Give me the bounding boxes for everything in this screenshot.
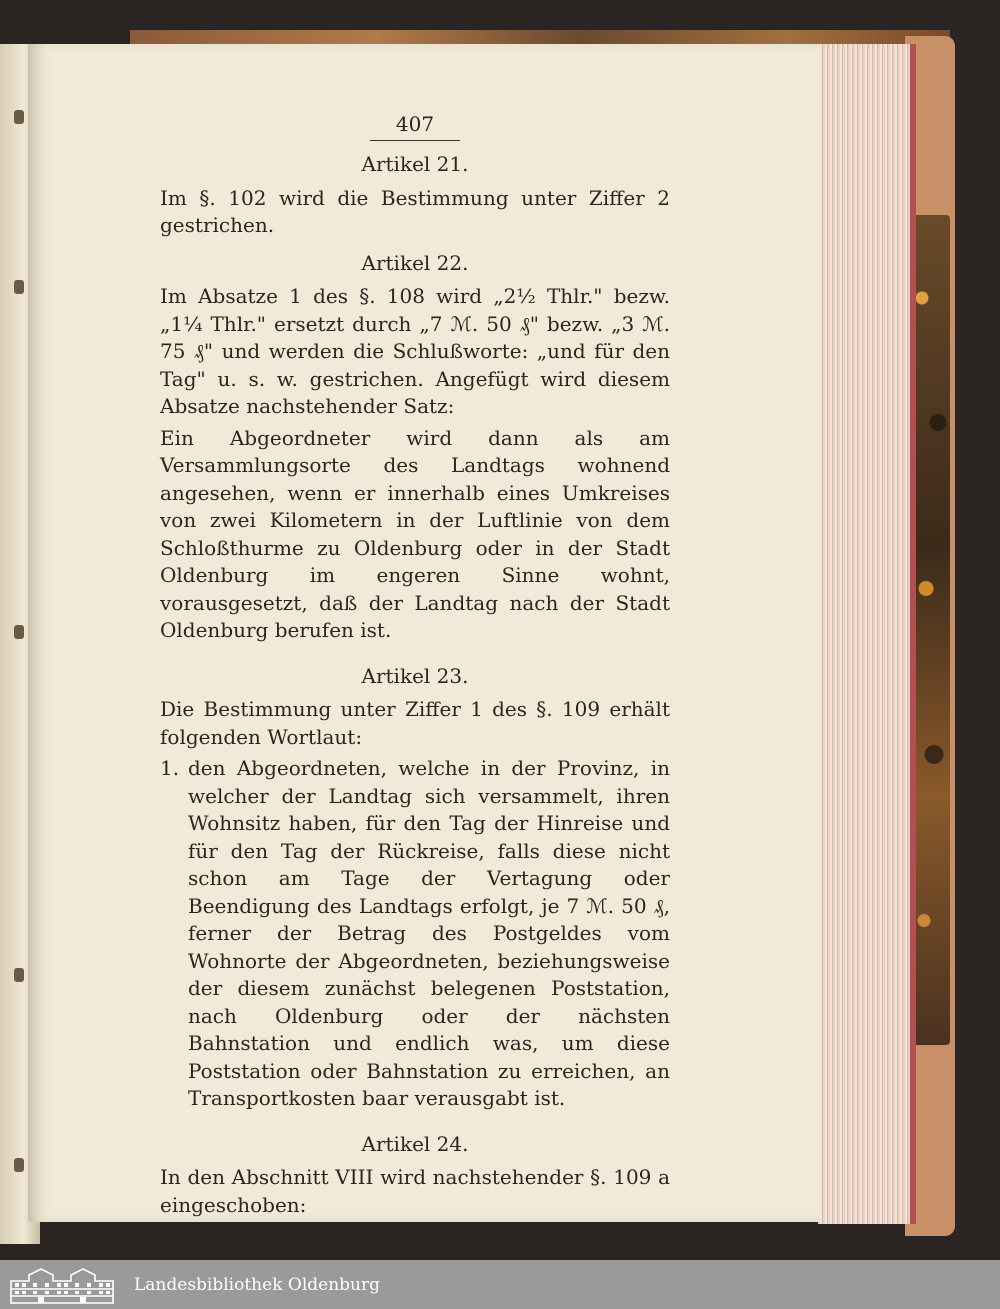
list-item [160,755,670,1113]
article-24-paragraph: In den Abschnitt VIII wird nachstehender §. 109 a eingeschoben: [160,1165,670,1217]
page-stack-edges [818,44,916,1224]
stitch-mark [14,1158,24,1172]
article-23-paragraph: Die Bestimmung unter Ziffer 1 des §. 109 erhält folgenden Wortlaut: [160,697,670,749]
stitch-mark [14,280,24,294]
library-footer-banner [0,1260,1000,1309]
stitch-mark [14,110,24,124]
stitch-mark [14,625,24,639]
list-item-text: den Abgeordneten, welche in der Provinz, in welcher der Landtag sich versammelt, ihren Wohnsitz haben, für den Tag der Hinreise und für den Tag der Rückreise, falls diese nicht schon am Tage der Vertagung oder Beendigung des Landtags erfolgt, je 7 ℳ. 50 ₰, ferner der Betrag des Postgeldes vom Wohnorte der Abgeordneten, beziehungsweise der diesem zunächst belegenen Poststation, nach Oldenburg oder der nächsten Bahnstation und endlich was, um diese Poststation oder Bahnstation zu erreichen, an Transportkosten baar verausgabt ist. [188,756,670,1110]
page-text-block [160,110,670,1219]
article-21-paragraph: Im §. 102 wird die Bestimmung unter Ziffer 2 gestrichen. [160,185,670,237]
article-22-paragraph-2: Ein Abgeordneter wird dann als am Versammlungsorte des Landtags wohnend angesehen, wenn er innerhalb eines Umkreises von zwei Kilometern in der Luftlinie von dem Schloßthurme zu Oldenburg oder in der Stadt Oldenburg im engeren Sinne wohnt, vorausgesetzt, daß der Landtag nach der Stadt Oldenburg berufen ist. [160,425,670,642]
library-name[interactable]: Landesbibliothek Oldenburg [134,1274,381,1295]
stitch-mark [14,968,24,982]
article-21-heading: Artikel 21. [361,152,469,176]
article-22-paragraph-1: Im Absatze 1 des §. 108 wird „2½ Thlr." bezw. „1¼ Thlr." ersetzt durch „7 ℳ. 50 ₰" bezw. „3 ℳ. 75 ₰" und werden die Schlußworte: „und für den Tag" u. s. w. gestrichen. Angefügt wird diesem Absatze nachstehender Satz: [160,284,670,418]
article-24-heading: Artikel 24. [361,1131,469,1156]
article-23-heading: Artikel 23. [361,663,469,688]
library-building-icon [0,1260,124,1309]
list-item-number: 1. [160,756,180,780]
marbled-cover-pattern [910,215,950,1045]
article-22-heading: Artikel 22. [361,250,469,275]
page-number: 407 [370,110,460,141]
